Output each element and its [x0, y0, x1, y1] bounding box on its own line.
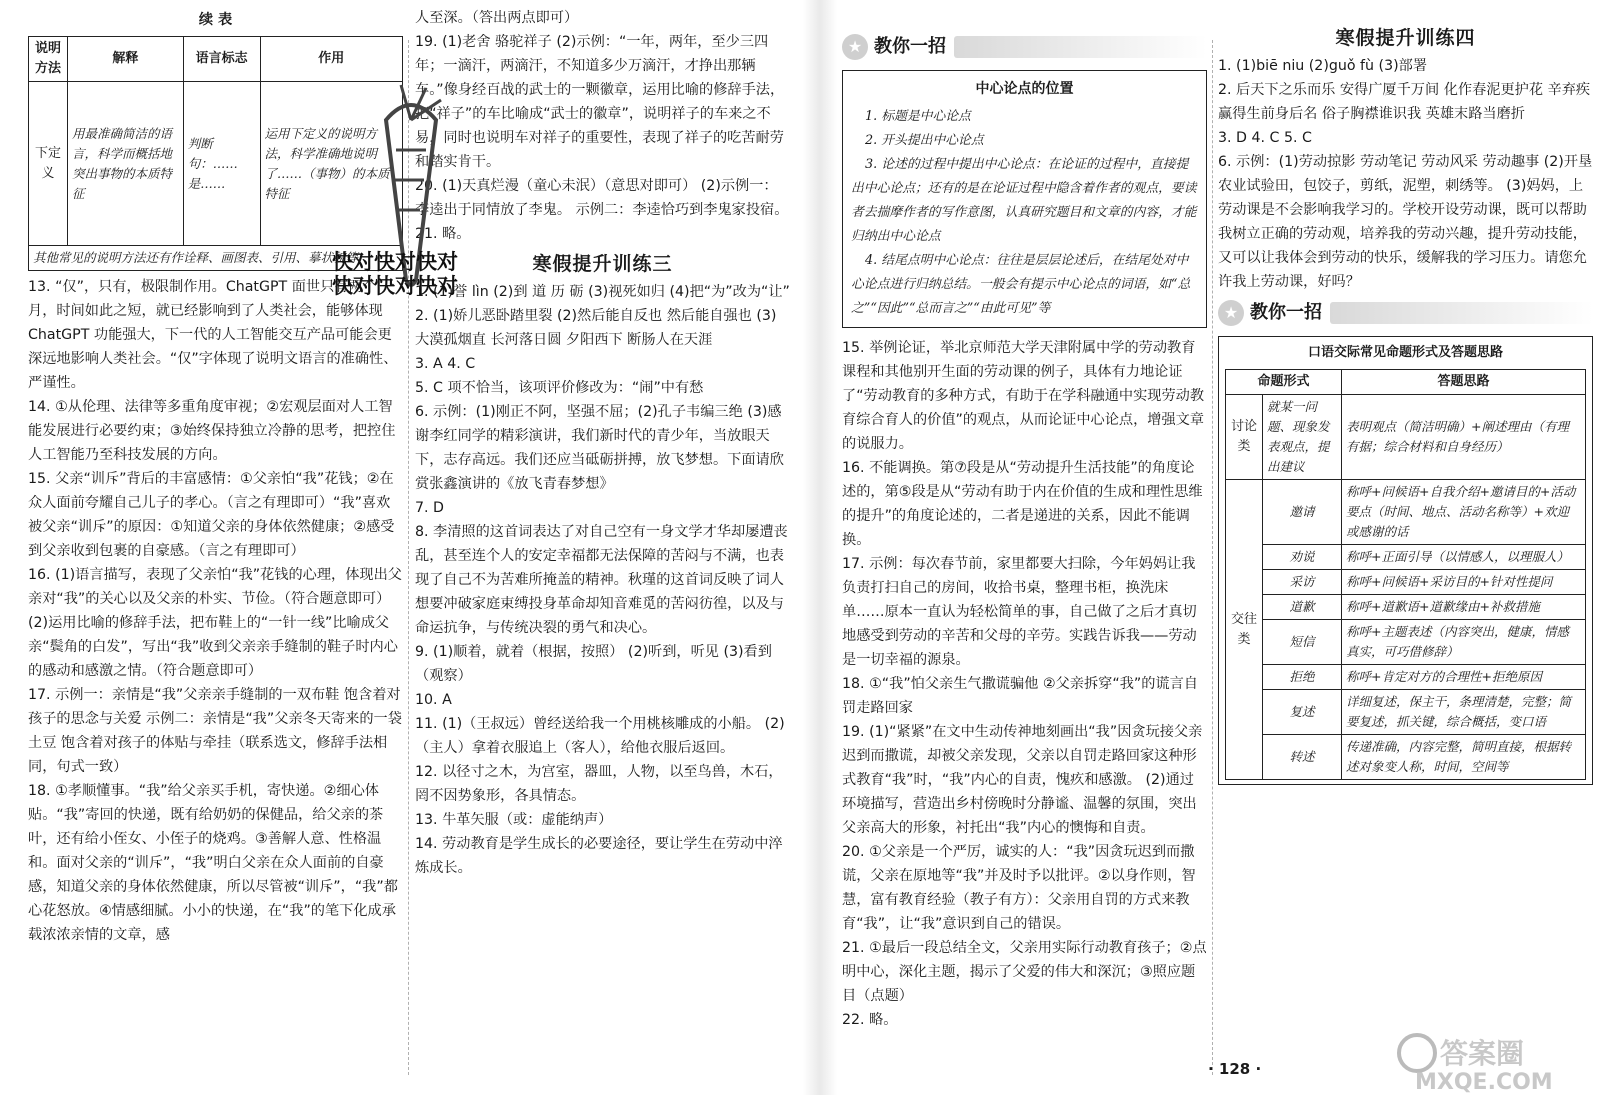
banner-decoration [954, 36, 1207, 58]
answer-item: 11. (1)（王叔远）曾经送给我一个用桃核雕成的小船。 (2)（主人）拿着衣服追上（客人），给他衣服后返回。 [415, 716, 785, 756]
table-cell: 复述 [1263, 690, 1342, 735]
table-cell: 表明观点（简洁明确）+阐述理由（有理有据；综合材料和自身经历） [1342, 395, 1586, 480]
page-number: · 128 · [1208, 1060, 1262, 1078]
answer-item: 21. ①最后一段总结全文，父亲用实际行动教育孩子；②点明中心，深化主题，揭示了父爱的伟大和深沉；③照应题目（点题） [842, 940, 1207, 1004]
table-cell: 下定义 [29, 82, 68, 246]
tip-box-title: 中心论点的位置 [975, 81, 1074, 97]
answer-item: 10. A [415, 692, 452, 708]
table-cell: 运用下定义的说明方法，科学准确地说明了……（事物）的本质特征 [260, 82, 402, 246]
tip-line: 4. 结尾点明中心论点：往往是层层论述后，在结尾处对中心论点进行归纳总结。一般会有提示中心论点的词语，如“总之”“因此”“总而言之”“由此可见”等 [851, 253, 1191, 316]
site-logo [1395, 1025, 1600, 1095]
answer-item: 6. 示例：(1)劳动掠影 劳动笔记 劳动风采 劳动趣事 (2)开垦农业试验田，包饺子，剪纸，泥塑，刺绣等。 (3)妈妈，上劳动课是不会影响我学习的。学校开设劳动课，既可以帮助我树立正确的劳动观，培养我的劳动兴趣，提升劳动技能，又可以让我体会到劳动的快乐，缓解我的学习压力。请您允许我上劳动课，好吗？ [1218, 154, 1593, 290]
answer-item: 15. 举例论证，举北京师范大学天津附属中学的劳动教育课程和其他别开生面的劳动课的例子，具体有力地论证了“劳动教育的多种方式，有助于在学科融通中实现劳动教育综合育人的价值”的观点，从而论证中心论点，增强文章的说服力。 [842, 340, 1205, 452]
answer-item: 2. 后天下之乐而乐 安得广厦千万间 化作春泥更护花 辛弃疾 赢得生前身后名 俗子胸襟谁识我 英雄末路当磨折 [1218, 82, 1591, 122]
answer-item: 16. 不能调换。第⑦段是从“劳动提升生活技能”的角度论述的，第⑤段是从“劳动有助于内在价值的生成和理性思维的提升”的角度论述的，二者是递进的关系，因此不能调换。 [842, 460, 1203, 548]
answer-item: 9. (1)顺着，就着（根据，按照） (2)听到，听见 (3)看到（观察） [415, 644, 772, 684]
star-icon: ★ [1218, 300, 1244, 326]
table-cell: 短信 [1263, 620, 1342, 665]
tip-line: 1. 标题是中心论点 [865, 109, 971, 124]
answer-item: 17. 示例一：亲情是“我”父亲亲手缝制的一双布鞋 饱含着对孩子的思念与关爱 示例二：亲情是“我”父亲冬天寄来的一袋土豆 饱含着对孩子的体贴与牵挂（联系选文，修辞手法相同，句式一致） [28, 687, 402, 775]
oral-communication-box [1218, 336, 1593, 785]
watermark-text: 快对快对快对 [332, 250, 458, 274]
answer-item: 2. (1)娇儿恶卧踏里裂 (2)然后能自反也 然后能自强也 (3)大漠孤烟直 长河落日圆 夕阳西下 断肠人在天涯 [415, 308, 777, 348]
table-header: 作用 [260, 37, 402, 82]
answer-item: 1. (1)biē niu (2)guǒ fù (3)部署 [1218, 58, 1428, 74]
answer-item: 13. “仅”，只有，极限制作用。ChatGPT 面世只有两个月，时间如此之短，就已经影响到了人类社会，能够体现 ChatGPT 功能强大，下一代的人工智能交互产品可能会更深远地影响人类社会。“仅”字体现了说明文语言的准确性、严谨性。 [28, 279, 398, 391]
table-footer-note: 其他常见的说明方法还有作诠释、画图表、引用、摹状貌等 [29, 246, 403, 271]
watermark-text: 快对快对快对 [332, 274, 458, 298]
table-cell: 转述 [1263, 735, 1342, 780]
answer-item: 15. 父亲“训斥”背后的丰富感情：①父亲怕“我”花钱；②在众人面前夸耀自己儿子的孝心。（言之有理即可）“我”喜欢被父亲“训斥”的原因：①知道父亲的身体依然健康；②感受到父亲收到包裹的自豪感。（言之有理即可） [28, 471, 395, 559]
answer-item: 19. (1)“紧紧”在文中生动传神地刻画出“我”因贪玩接父亲迟到而撒谎，却被父亲发现，父亲以自罚走路回家这种形式教育“我”时，“我”内心的自责，愧疚和感激。 (2)通过环境描写，营造出乡村傍晚时分静谧、温馨的氛围，突出父亲高大的形象，衬托出“我”内心的懊悔和自责。 [842, 724, 1203, 836]
answer-item: 18. ①孝顺懂事。“我”给父亲买手机，寄快递。②细心体贴。“我”寄回的快递，既有给奶奶的保健品，给父亲的茶叶，还有给小侄女、小侄子的烧鸡。③善解人意、性格温和。面对父亲的“训斥”，“我”明白父亲在众人面前的自豪感，知道父亲的身体依然健康，所以尽管被“训斥”，“我”都心花怒放。④情感细腻。小小的快递，在“我”的笔下化成承载浓浓亲情的文章，感 [28, 783, 398, 943]
table-cell: 称呼+主题表述（内容突出，健康，情感真实，可巧借修辞） [1342, 620, 1586, 665]
oral-communication-table [1225, 369, 1586, 780]
tip-line: 3. 论述的过程中提出中心论点：在论证的过程中，直接提出中心论点；还有的是在论证过程中隐含着作者的观点，要读者去揣摩作者的写作意图，认真研究题目和文章的内容，才能归纳出中心论点 [851, 157, 1197, 244]
tip-banner [1218, 296, 1593, 330]
answer-item: 20. (1)天真烂漫（童心未泯）（意思对即可） (2)示例一：李逵出于同情放了李鬼。 示例二：李逵恰巧到李鬼家投宿。 [415, 178, 789, 218]
table-header: 说明方法 [29, 37, 68, 82]
table-cell: 邀请 [1263, 480, 1342, 545]
answer-item: 14. ①从伦理、法律等多重角度审视；②宏观层面对人工智能发展进行必要约束；③始终保持独立冷静的思考，把控住人工智能乃至科技发展的方向。 [28, 399, 396, 463]
answer-item: 6. 示例：(1)刚正不阿，坚强不屈；(2)孔子韦编三绝 (3)感谢李红同学的精彩演讲，我们新时代的青少年，当放眼天下，志存高远。我们还应当砥砺拼搏，放飞梦想。下面请欣赏张鑫演讲的《放飞青春梦想》 [415, 404, 784, 492]
star-icon: ★ [842, 34, 868, 60]
answer-item: 人至深。（答出两点即可） [415, 10, 579, 26]
table-caption: 续 表 [198, 12, 233, 28]
table-header: 命题形式 [1226, 370, 1342, 395]
left-page-column-2 [415, 0, 790, 1095]
table-cell: 劝说 [1263, 545, 1342, 570]
table-header: 语言标志 [183, 37, 260, 82]
tip-box [842, 70, 1207, 328]
table-header: 答题思路 [1342, 370, 1586, 395]
table-cell: 采访 [1263, 570, 1342, 595]
answer-item: 3. A 4. C [415, 356, 476, 372]
table-title: 口语交际常见命题形式及答题思路 [1307, 345, 1503, 360]
table-cell: 详细复述，保主干，条理清楚，完整；简要复述，抓关键，综合概括，变口语 [1342, 690, 1586, 735]
banner-decoration [1330, 302, 1593, 324]
section-title: 寒假提升训练四 [1335, 27, 1476, 49]
tip-banner-label: 教你一招 [874, 36, 946, 57]
book-spine [803, 0, 837, 1095]
section-title: 寒假提升训练三 [532, 253, 673, 275]
table-cell: 称呼+问候语+采访目的+针对性提问 [1342, 570, 1586, 595]
answer-item: 20. ①父亲是一个严厉，诚实的人：“我”因贪玩迟到而撒谎，父亲在原地等“我”并及时予以批评。②以身作则，智慧，富有教育经验（教子有方）：父亲用自罚的方式来教育“我”，让“我”意识到自己的错误。 [842, 844, 1196, 932]
left-page-column-1 [28, 0, 403, 1095]
table-cell: 称呼+问候语+自我介绍+邀请目的+活动要点（时间、地点、活动名称等）+欢迎或感谢的话 [1342, 480, 1586, 545]
answer-item: 1. (1)誉 lìn (2)到 道 历 砺 (3)视死如归 (4)把“为”改为“让” [415, 284, 790, 300]
answer-item: 22. 略。 [842, 1012, 898, 1028]
table-cell: 就某一问题、现象发表观点，提出建议 [1263, 395, 1342, 480]
answer-item: 21. 略。 [415, 226, 471, 242]
table-cell: 称呼+肯定对方的合理性+拒绝原因 [1342, 665, 1586, 690]
answer-item: 17. 示例：每次春节前，家里都要大扫除，今年妈妈让我负责打扫自己的房间，收拾书桌，整理书柜，换洗床单……原本一直认为轻松简单的事，自己做了之后才真切地感受到劳动的辛苦和父母的辛劳。实践告诉我——劳动是一切幸福的源泉。 [842, 556, 1197, 668]
table-cell: 道歉 [1263, 595, 1342, 620]
answer-item: 16. (1)语言描写，表现了父亲怕“我”花钱的心理，体现出父亲对“我”的关心以及父亲的朴实、节俭。（符合题意即可） (2)运用比喻的修辞手法，把布鞋上的“一针一线”比喻成父亲“鬓角的白发”，写出“我”收到父亲亲手缝制的鞋子时内心的感动和感激之情。（符合题意即可） [28, 567, 402, 679]
table-cell: 传递准确，内容完整，简明直接，根据转述对象变人称，时间，空间等 [1342, 735, 1586, 780]
answer-item: 14. 劳动教育是学生成长的必要途径，要让学生在劳动中淬炼成长。 [415, 836, 783, 876]
tip-banner [842, 30, 1207, 64]
table-cell: 用最准确简洁的语言，科学而概括地突出事物的本质特征 [68, 82, 184, 246]
answer-item: 19. (1)老舍 骆驼祥子 (2)示例：“一年，两年，至少三四年；一滴汗，两滴汗，不知道多少万滴汗，才挣出那辆车。”像身经百战的武士的一颗徽章，运用比喻的修辞手法，把“祥子”的车比喻成“武士的徽章”，说明祥子的车来之不易，同时也说明车对祥子的重要性，表现了祥子的吃苦耐劳和踏实肯干。 [415, 34, 785, 170]
right-page-column-4 [1218, 0, 1593, 1095]
tip-line: 2. 开头提出中心论点 [865, 133, 984, 148]
answer-item: 18. ①“我”怕父亲生气撒谎骗他 ②父亲拆穿“我”的谎言自罚走路回家 [842, 676, 1198, 716]
table-header: 解释 [68, 37, 184, 82]
group-cell: 讨论类 [1226, 395, 1263, 480]
explanation-method-table [28, 36, 403, 271]
answer-item: 5. C 项不恰当，该项评价修改为：“闹”中有愁 [415, 380, 704, 396]
answer-item: 8. 李清照的这首词表达了对自己空有一身文学才华却屡遭丧乱，甚至连个人的安定幸福都无法保障的苦闷与不满，也表现了自己不为苦难所掩盖的精神。秋瑾的这首词反映了词人想要冲破家庭束缚投身革命却知音难觅的苦闷彷徨，以及与命运抗争，与传统决裂的勇气和决心。 [415, 524, 788, 636]
table-cell: 判断句：……是…… [183, 82, 260, 246]
logo-bottom-text: MXQE.COM [1415, 1070, 1553, 1095]
answer-item: 3. D 4. C 5. C [1218, 130, 1312, 146]
table-cell: 称呼+正面引导（以情感人，以理服人） [1342, 545, 1586, 570]
answer-item: 7. D [415, 500, 444, 516]
table-cell: 拒绝 [1263, 665, 1342, 690]
column-divider [1212, 40, 1213, 1075]
answer-item: 12. 以径寸之木，为宫室，器皿，人物，以至鸟兽，木石，罔不因势象形，各具情态。 [415, 764, 783, 804]
group-cell: 交往类 [1226, 480, 1263, 780]
logo-top-text: 答案圈 [1440, 1037, 1525, 1070]
answer-item: 13. 牛革矢服（或：虚能纳声） [415, 812, 613, 828]
table-cell: 称呼+道歉语+道歉缘由+补救措施 [1342, 595, 1586, 620]
tip-banner-label: 教你一招 [1250, 302, 1322, 323]
right-page-column-3 [842, 0, 1207, 1095]
